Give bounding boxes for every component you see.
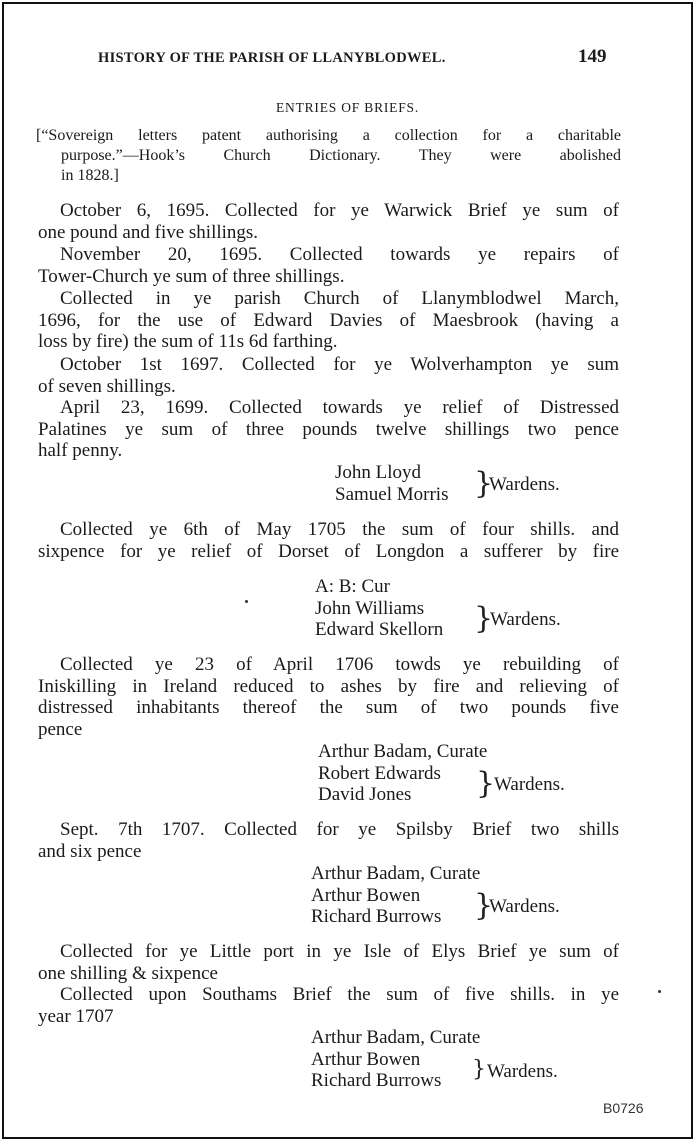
entry-line: November 20, 1695. Collected towards ye repairs of <box>60 244 619 265</box>
entry-line: Collected in ye parish Church of Llanymblodwel March, <box>60 288 619 309</box>
wardens-label: Wardens. <box>490 609 561 630</box>
entry-line: Palatines ye sum of three pounds twelve shillings two pence <box>38 418 619 440</box>
entry-line: Collected upon Southams Brief the sum of five shills. in ye <box>60 984 619 1005</box>
brace-icon: } <box>474 888 494 923</box>
entry-line: half penny. <box>38 440 123 461</box>
entry-line: Collected ye 23 of April 1706 towds ye rebuilding of <box>60 654 619 675</box>
entry-line: distressed inhabitants thereof the sum of two pounds five <box>38 697 619 718</box>
entry-line: Collected for ye Little port in ye Isle of Elys Brief ye sum of <box>60 941 619 962</box>
note-line: in 1828.] <box>61 167 119 184</box>
entry-line: one shilling & sixpence <box>38 962 218 984</box>
entry-line: sixpence for ye relief of Dorset of Longdon a sufferer by fire <box>38 540 619 562</box>
warden-name: John Lloyd <box>335 462 422 483</box>
speck <box>658 990 661 993</box>
note-line: purpose.”—Hook’s Church Dictionary. They were abolished <box>61 147 621 164</box>
brace-icon: } <box>474 601 494 636</box>
wardens-label: Wardens. <box>487 1061 558 1082</box>
entry-7 <box>38 654 619 740</box>
running-header: HISTORY OF THE PARISH OF LLANYBLODWEL. <box>98 50 446 66</box>
entry-line: pence <box>38 718 83 740</box>
signature-block-1 <box>335 462 448 505</box>
warden-name: John Williams <box>315 597 425 619</box>
signature-block-3 <box>318 741 487 806</box>
editorial-note <box>36 126 621 186</box>
warden-name: Arthur Bowen <box>311 1048 421 1070</box>
warden-name: Richard Burrows <box>311 906 442 927</box>
curate-name: A: B: Cur <box>315 576 390 597</box>
signature-block-5 <box>311 1027 480 1092</box>
brace-icon: } <box>472 1057 486 1082</box>
entry-4 <box>38 354 619 397</box>
warden-name: Edward Skellorn <box>315 619 444 640</box>
signature-block-4 <box>311 863 480 928</box>
warden-name: Robert Edwards <box>318 762 441 784</box>
entry-line: Tower-Church ye sum of three shillings. <box>38 265 345 287</box>
entry-9 <box>38 941 619 984</box>
brace-icon: } <box>474 466 494 501</box>
entry-line: 1696, for the use of Edward Davies of Maesbrook (having a <box>38 309 619 331</box>
entry-line: October 1st 1697. Collected for ye Wolverhampton ye sum <box>60 354 619 375</box>
curate-name: Arthur Badam, Curate <box>311 1027 481 1048</box>
entry-line: Sept. 7th 1707. Collected for ye Spilsby Brief two shills <box>60 819 619 840</box>
entry-line: one pound and five shillings. <box>38 221 259 243</box>
entry-10 <box>38 984 619 1027</box>
page-number: 149 <box>578 46 607 67</box>
wardens-label: Wardens. <box>489 896 560 917</box>
entry-line: Collected ye 6th of May 1705 the sum of four shills. and <box>60 519 619 540</box>
note-line: [“Sovereign letters patent authorising a collection for a charitable <box>36 127 621 144</box>
entry-line: and six pence <box>38 840 142 862</box>
archive-stamp: B0726 <box>603 1100 644 1116</box>
warden-name: Samuel Morris <box>335 483 449 505</box>
entry-3 <box>38 288 619 353</box>
wardens-label: Wardens. <box>494 774 565 795</box>
entry-2 <box>38 244 619 287</box>
curate-name: Arthur Badam, Curate <box>311 863 481 884</box>
warden-name: Arthur Bowen <box>311 884 421 906</box>
speck <box>245 600 248 603</box>
entry-5 <box>38 397 619 462</box>
entry-1 <box>38 200 619 243</box>
entry-line: loss by fire) the sum of 11s 6d farthing. <box>38 331 338 352</box>
brace-icon: } <box>476 766 496 801</box>
entry-line: Iniskilling in Ireland reduced to ashes by fire and relieving of <box>38 675 619 697</box>
wardens-label: Wardens. <box>489 474 560 495</box>
section-title: ENTRIES OF BRIEFS. <box>275 100 420 115</box>
entry-line: of seven shillings. <box>38 375 176 397</box>
entry-line: April 23, 1699. Collected towards ye relief of Distressed <box>60 397 619 418</box>
warden-name: Richard Burrows <box>311 1070 442 1091</box>
entry-6 <box>38 519 619 562</box>
entry-line: October 6, 1695. Collected for ye Warwick Brief ye sum of <box>60 200 619 221</box>
entry-line: year 1707 <box>38 1005 114 1027</box>
entry-8 <box>38 819 619 862</box>
signature-block-2 <box>315 576 443 641</box>
warden-name: David Jones <box>318 784 412 805</box>
curate-name: Arthur Badam, Curate <box>318 741 488 762</box>
